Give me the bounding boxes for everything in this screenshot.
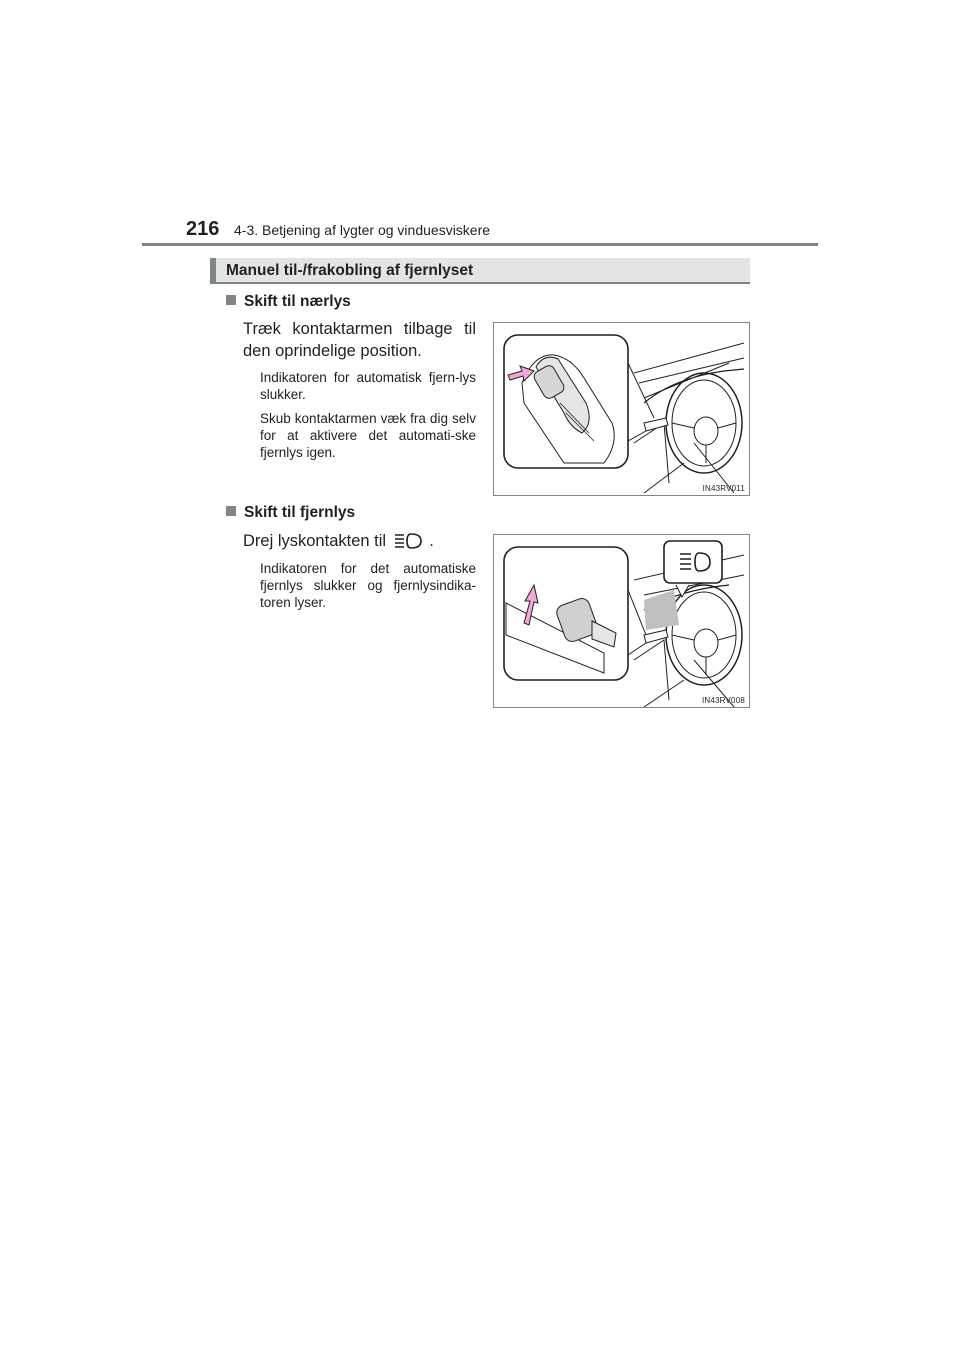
subheading-low-beam <box>226 292 351 312</box>
header-rule <box>142 243 818 246</box>
page-number: 216 <box>186 218 220 240</box>
section-heading <box>210 258 750 284</box>
square-bullet-icon <box>226 295 236 305</box>
illustration-low-beam <box>494 323 749 495</box>
square-bullet-icon <box>226 506 236 516</box>
figure-high-beam <box>493 534 750 708</box>
section-marker <box>210 258 216 282</box>
instruction-high-beam <box>243 530 476 552</box>
section-title: Manuel til-/frakobling af fjernlyset <box>226 262 474 279</box>
instruction-high-beam-after: . <box>429 532 434 550</box>
illustration-high-beam <box>494 535 749 707</box>
note-low-beam-2: Skub kontaktarmen væk fra dig selv for at aktivere det automati-ske fjernlys igen. <box>260 411 476 460</box>
subheading-low-beam-text: Skift til nærlys <box>244 293 351 310</box>
figure-low-beam <box>493 322 750 496</box>
subheading-high-beam <box>226 503 355 523</box>
subheading-high-beam-text: Skift til fjernlys <box>244 504 356 521</box>
instruction-low-beam: Træk kontaktarmen tilbage til den oprindelige position. <box>243 320 476 360</box>
figure-code-high-beam: IN43RV008 <box>701 696 745 705</box>
high-beam-icon <box>393 532 423 550</box>
figure-code-low-beam: IN43RV011 <box>702 484 745 493</box>
chapter-title: 4-3. Betjening af lygter og vinduesviskere <box>234 222 491 238</box>
note-high-beam-1: Indikatoren for det automatiske fjernlys slukker og fjernlysindika-toren lyser. <box>260 561 476 610</box>
instruction-high-beam-before: Drej lyskontakten til <box>243 532 387 550</box>
note-low-beam-1: Indikatoren for automatisk fjern-lys slukker. <box>260 370 476 402</box>
